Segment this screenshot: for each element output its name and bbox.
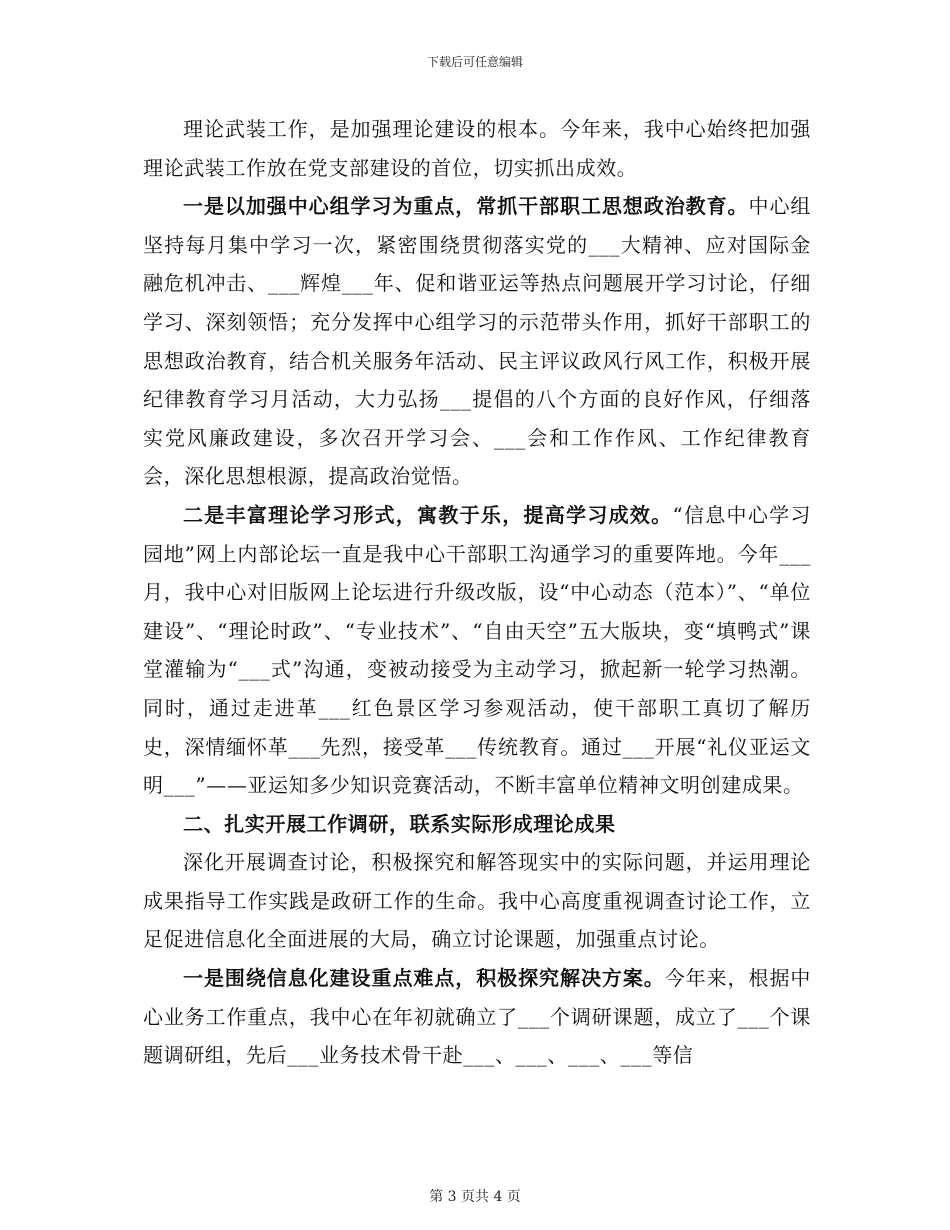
paragraph-intro — [143, 110, 811, 187]
paragraph-lead: 一是围绕信息化建设重点难点，积极探究解决方案。 — [183, 966, 665, 991]
section-heading — [143, 805, 811, 844]
paragraph-text: 今年来，根据中心业务工作重点，我中心在年初就确立了___个调研课题，成立了___个课题调研组，先后___业务技术骨干赴___、___、___、___等信 — [143, 966, 811, 1068]
paragraph-text: 深化开展调查讨论，积极探究和解答现实中的实际问题，并运用理论成果指导工作实践是政研工作的生命。我中心高度重视调查讨论工作，立足促进信息化全面进展的大局，确立讨论课题，加强重点讨论。 — [143, 850, 811, 952]
paragraph-lead: 一是以加强中心组学习为重点，常抓干部职工思想政治教育。 — [183, 194, 749, 219]
paragraph-text: 理论武装工作，是加强理论建设的根本。今年来，我中心始终把加强理论武装工作放在党支部建设的首位，切实抓出成效。 — [143, 117, 811, 180]
paragraph-research-point-one — [143, 959, 811, 1075]
paragraph-text: 中心组坚持每月集中学习一次，紧密围绕贯彻落实党的___大精神、应对国际金融危机冲击、___辉煌___年、促和谐亚运等热点问题展开学习讨论，仔细学习、深刻领悟；充分发挥中心组学习的示范带头作用，抓好干部职工的思想政治教育，结合机关服务年活动、民主评议政风行风工作，积极开展纪律教育学习月活动，大力弘扬___提倡的八个方面的良好作风，仔细落实党风廉政建设，多次召开学习会、___会和工作作风、工作纪律教育会，深化思想根源，提高政治觉悟。 — [143, 194, 811, 489]
paragraph-text: “信息中心学习园地”网上内部论坛一直是我中心干部职工沟通学习的重要阵地。今年___月，我中心对旧版网上论坛进行升级改版，设“中心动态（范本）”、“单位建设”、“理论时政”、“专业技术”、“自由天空”五大版块，变“填鸭式”课堂灌输为“___式”沟通，变被动接受为主动学习，掀起新一轮学习热潮。同时，通过走进革___红色景区学习参观活动，使干部职工真切了解历史，深情缅怀革___先烈，接受革___传统教育。通过___开展“礼仪亚运文明___”——亚运知多少知识竞赛活动，不断丰富单位精神文明创建成果。 — [143, 502, 811, 798]
page-footer: 第 3 页共 4 页 — [429, 1189, 521, 1205]
document-body — [143, 110, 811, 1075]
paragraph-research-intro — [143, 843, 811, 959]
page-header: 下载后可任意编辑 — [426, 55, 523, 69]
paragraph-point-one — [143, 187, 811, 496]
paragraph-point-two — [143, 496, 811, 805]
paragraph-lead: 二是丰富理论学习形式，寓教于乐，提高学习成效。 — [183, 502, 673, 527]
section-heading-text: 二、扎实开展工作调研，联系实际形成理论成果 — [183, 811, 616, 836]
